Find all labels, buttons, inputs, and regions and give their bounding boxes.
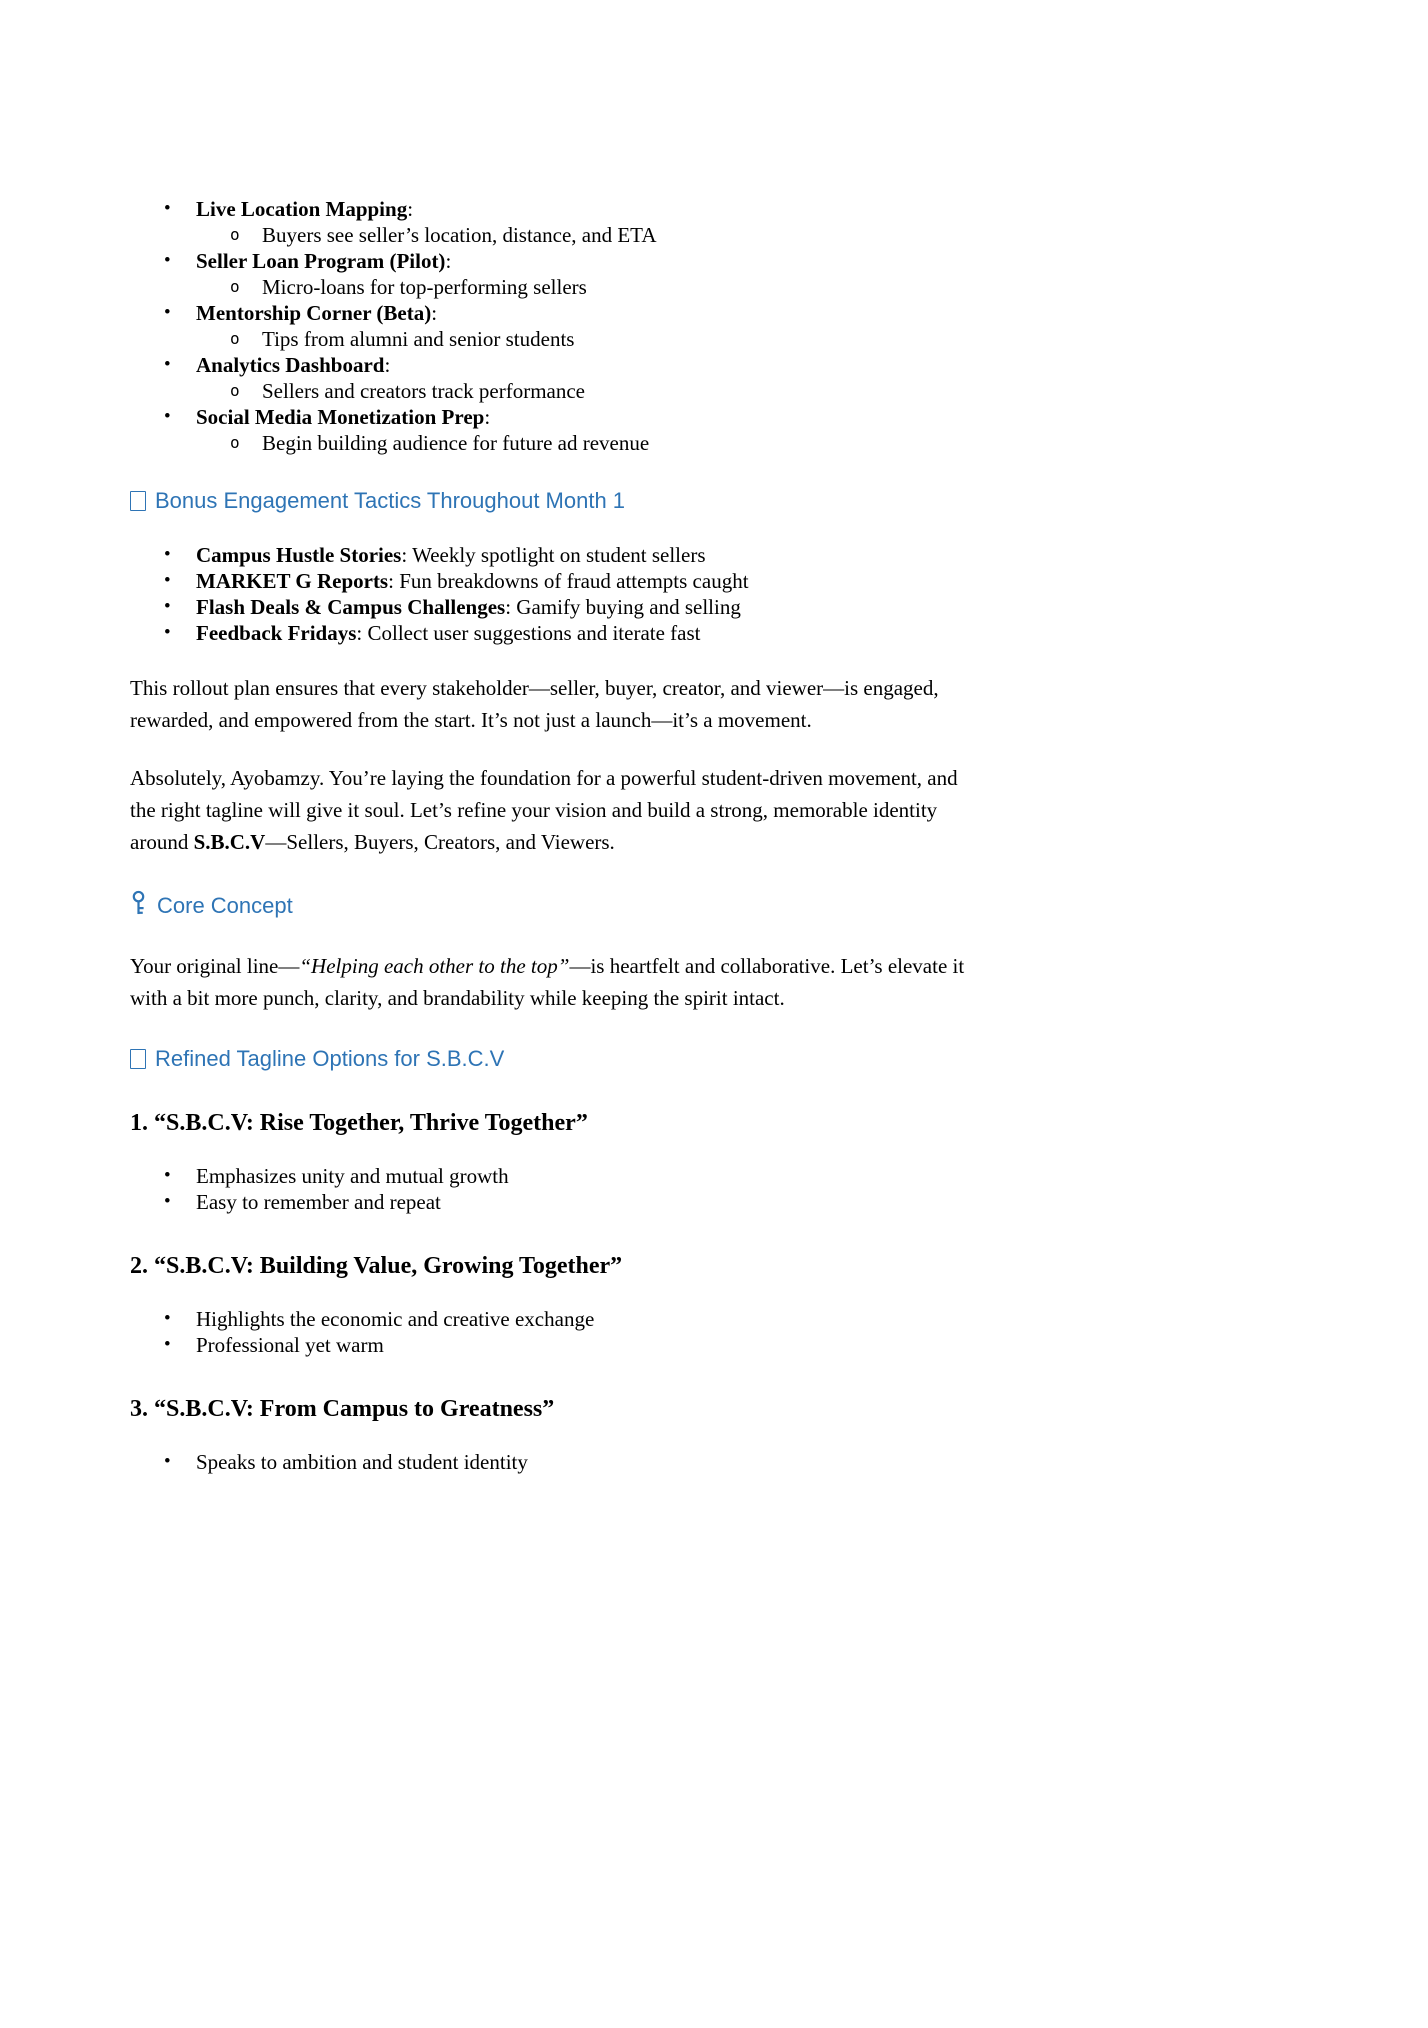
paragraph-intro-before: Absolutely, Ayobamzy. You’re laying the foundation for a powerful student-driven movement, and the right tagline will give it soul. Let’s refine your vision and build a strong, memorable identity around (130, 766, 958, 854)
paragraph-rollout-summary: This rollout plan ensures that every stakeholder—seller, buyer, creator, and viewer—is engaged, rewarded, and empowered from the start. It’s not just a launch—it’s a movement. (130, 676, 939, 732)
feature-label: Social Media Monetization Prep (196, 405, 485, 429)
bonus-item-suffix: : Fun breakdowns of fraud attempts caught (388, 569, 749, 593)
feature-desc: Buyers see seller’s location, distance, and ETA (262, 223, 657, 247)
bonus-item-label: Flash Deals & Campus Challenges (196, 595, 506, 619)
bullet-icon: • (164, 622, 171, 643)
feature-label: Mentorship Corner (Beta) (196, 301, 432, 325)
bullet-icon: • (164, 1165, 171, 1186)
tagline-3-points (130, 1449, 975, 1475)
list-item (130, 1332, 975, 1358)
sub-bullet-icon: o (230, 329, 240, 348)
section-heading-text: Bonus Engagement Tactics Throughout Month 1 (155, 488, 626, 513)
tagline-2-title: 2. “S.B.C.V: Building Value, Growing Together” (130, 1253, 623, 1279)
list-item (130, 300, 975, 326)
tagline-point: Easy to remember and repeat (196, 1190, 441, 1214)
list-subitem (130, 274, 975, 300)
tagline-1-points (130, 1163, 975, 1215)
list-item (130, 1306, 975, 1332)
tagline-point: Professional yet warm (196, 1333, 384, 1357)
missing-emoji-icon (130, 491, 146, 511)
feature-suffix: : (484, 405, 491, 429)
feature-text (196, 300, 975, 326)
feature-label: Live Location Mapping (196, 197, 408, 221)
list-item (130, 248, 975, 274)
paragraph-intro-after: —Sellers, Buyers, Creators, and Viewers. (265, 830, 615, 854)
list-item (130, 542, 975, 568)
tagline-point: Emphasizes unity and mutual growth (196, 1164, 509, 1188)
feature-desc: Sellers and creators track performance (262, 379, 585, 403)
bullet-icon: • (164, 1451, 171, 1472)
bonus-item-label: Feedback Fridays (196, 621, 357, 645)
paragraph-core-concept (130, 950, 975, 1014)
bullet-icon: • (164, 1191, 171, 1212)
bonus-list (130, 542, 975, 646)
feature-suffix: : (384, 353, 391, 377)
list-item (130, 620, 975, 646)
missing-emoji-icon (130, 1049, 146, 1069)
section-heading-bonus (130, 488, 975, 514)
list-item (130, 352, 975, 378)
list-subitem (130, 326, 975, 352)
bonus-item-text (196, 594, 975, 620)
section-heading-text: Refined Tagline Options for S.B.C.V (155, 1046, 505, 1071)
bonus-item-suffix: : Gamify buying and selling (505, 595, 741, 619)
feature-label: Analytics Dashboard (196, 353, 385, 377)
sub-bullet-icon: o (230, 277, 240, 296)
section-heading-taglines (130, 1046, 975, 1072)
bullet-icon: • (164, 354, 171, 375)
bullet-icon: • (164, 406, 171, 427)
section-heading-core-concept (130, 890, 975, 922)
bullet-icon: • (164, 596, 171, 617)
feature-text (196, 196, 975, 222)
document-content (130, 196, 975, 1475)
key-icon (130, 890, 147, 922)
paragraph-intro-bold: S.B.C.V (193, 830, 266, 854)
sub-bullet-icon: o (230, 433, 240, 452)
list-item (130, 1189, 975, 1215)
tagline-3-title: 3. “S.B.C.V: From Campus to Greatness” (130, 1396, 555, 1422)
tagline-1-title: 1. “S.B.C.V: Rise Together, Thrive Together” (130, 1110, 588, 1136)
paragraph-intro (130, 762, 975, 858)
section-heading-text: Core Concept (157, 893, 293, 918)
feature-desc: Micro-loans for top-performing sellers (262, 275, 587, 299)
bonus-item-label: Campus Hustle Stories (196, 543, 402, 567)
list-item (130, 568, 975, 594)
core-para-before: Your original line— (130, 954, 300, 978)
feature-suffix: : (431, 301, 438, 325)
sub-bullet-icon: o (230, 381, 240, 400)
feature-text (196, 352, 975, 378)
feature-suffix: : (407, 197, 414, 221)
sub-bullet-icon: o (230, 225, 240, 244)
bonus-item-text (196, 568, 975, 594)
bullet-icon: • (164, 198, 171, 219)
core-para-quote: “Helping each other to the top” (299, 954, 570, 978)
bullet-icon: • (164, 1334, 171, 1355)
tagline-2-points (130, 1306, 975, 1358)
feature-desc: Tips from alumni and senior students (262, 327, 575, 351)
tagline-point: Highlights the economic and creative exchange (196, 1307, 595, 1331)
bullet-icon: • (164, 544, 171, 565)
bonus-item-label: MARKET G Reports (196, 569, 389, 593)
list-item (130, 1449, 975, 1475)
bonus-item-suffix: : Collect user suggestions and iterate fast (356, 621, 701, 645)
bullet-icon: • (164, 250, 171, 271)
bonus-item-text (196, 542, 975, 568)
feature-text (196, 404, 975, 430)
list-item (130, 404, 975, 430)
feature-text (196, 248, 975, 274)
bullet-icon: • (164, 302, 171, 323)
bullet-icon: • (164, 1308, 171, 1329)
bonus-item-text (196, 620, 975, 646)
core-para-after: —is heartfelt and collaborative. Let’s elevate it with a bit more punch, clarity, and brandability while keeping the spirit intact. (130, 954, 965, 1010)
feature-desc: Begin building audience for future ad revenue (262, 431, 650, 455)
list-item (130, 196, 975, 222)
list-subitem (130, 378, 975, 404)
tagline-point: Speaks to ambition and student identity (196, 1450, 528, 1474)
feature-suffix: : (445, 249, 452, 273)
feature-label: Seller Loan Program (Pilot) (196, 249, 446, 273)
list-subitem (130, 222, 975, 248)
list-subitem (130, 430, 975, 456)
bonus-item-suffix: : Weekly spotlight on student sellers (401, 543, 706, 567)
bullet-icon: • (164, 570, 171, 591)
list-item (130, 1163, 975, 1189)
list-item (130, 594, 975, 620)
feature-list (130, 196, 975, 456)
